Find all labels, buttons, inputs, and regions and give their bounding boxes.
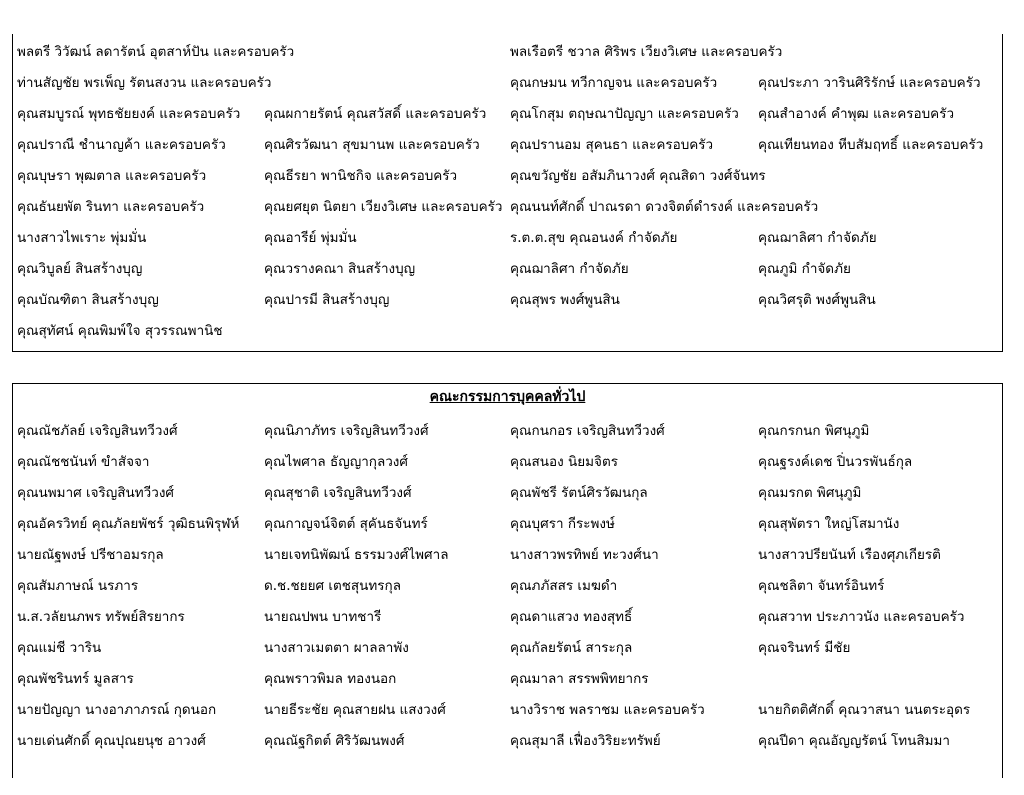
donor-name: คุณฌาลิศา กำจัดภัย bbox=[510, 261, 629, 277]
donor-name: คุณณัชภัลย์ เจริญสินทวีวงศ์ bbox=[17, 423, 178, 439]
table-row bbox=[13, 254, 1002, 285]
donor-name: น.ส.วลัยนภพร ทรัพย์สิรยากร bbox=[17, 609, 185, 625]
donor-name: นายณปพน บาทชารี bbox=[264, 609, 382, 625]
donor-name: คุณภูมิ กำจัดภัย bbox=[758, 261, 851, 277]
donor-name: นางสาวเมตตา ผาลลาพัง bbox=[264, 640, 409, 656]
donor-name: นางสาวพรทิพย์ ทะวงศ์นา bbox=[510, 547, 659, 563]
donor-name: คุณชลิตา จันทร์อินทร์ bbox=[758, 578, 885, 594]
donor-name: คุณอารีย์ พุ่มมั่น bbox=[264, 230, 357, 246]
donor-name: นางสาวไพเราะ พุ่มมั่น bbox=[17, 230, 147, 246]
donor-name: คุณขวัญชัย อสัมภินาวงศ์ คุณสิดา วงศ์จันทร bbox=[510, 168, 766, 184]
donor-name: พลตรี วิวัฒน์ ลดารัตน์ อุตสาห์ปัน และครอบครัว bbox=[17, 44, 295, 60]
donor-name: คุณพัชรินทร์ มูลสาร bbox=[17, 671, 134, 687]
table-row bbox=[13, 223, 1002, 254]
donor-name: นายปัญญา นางอาภาภรณ์ กุดนอก bbox=[17, 702, 217, 718]
donor-name: คุณสวาท ประภาวนัง และครอบครัว bbox=[758, 609, 965, 625]
donor-name: คุณสุทัศน์ คุณพิมพ์ใจ สุวรรณพานิช bbox=[17, 323, 223, 339]
table-row bbox=[13, 602, 1002, 633]
donor-name: คุณกัลยรัตน์ สาระกุล bbox=[510, 640, 633, 656]
donor-name: คุณณัชชนันท์ ขำสัจจา bbox=[17, 454, 150, 470]
table-row bbox=[13, 571, 1002, 602]
donor-list-section-2 bbox=[12, 383, 1003, 778]
donor-name: นางสาวปรียนันท์ เรืองศุภเกียรติ bbox=[758, 547, 941, 563]
table-row bbox=[13, 192, 1002, 223]
donor-name: นางวิราช พลราชม และครอบครัว bbox=[510, 702, 705, 718]
donor-name: คุณศิรวัฒนา สุขมานพ และครอบครัว bbox=[264, 137, 480, 153]
donor-name: คุณณัฐกิตต์ ศิริวัฒนพงศ์ bbox=[264, 733, 405, 749]
donor-name: คุณประภา วารินศิริรักษ์ และครอบครัว bbox=[758, 75, 981, 91]
table-row bbox=[13, 285, 1002, 316]
donor-name: คุณโกสุม ตฤษณาปัญญา และครอบครัว bbox=[510, 106, 739, 122]
donor-name: คุณไพศาล ธัญญากุลวงศ์ bbox=[264, 454, 408, 470]
table-row bbox=[13, 633, 1002, 664]
donor-name: คุณฐรงค์เดช ปิ่นวรพันธ์กุล bbox=[758, 454, 913, 470]
donor-name: คุณสนอง นิยมจิตร bbox=[510, 454, 618, 470]
donor-name: คุณมาลา สรรพพิทยากร bbox=[510, 671, 649, 687]
donor-name: คุณนิภาภัทร เจริญสินทวีวงศ์ bbox=[264, 423, 429, 439]
donor-name: คุณปราณี ชำนาญค้า และครอบครัว bbox=[17, 137, 226, 153]
table-row bbox=[13, 478, 1002, 509]
donor-list-section-1 bbox=[12, 34, 1003, 352]
table-row bbox=[13, 416, 1002, 447]
donor-name: ท่านสัญชัย พรเพ็ญ รัตนสงวน และครอบครัว bbox=[17, 75, 272, 91]
donor-name: คุณธันยพัต รินทา และครอบครัว bbox=[17, 199, 205, 215]
table-row bbox=[13, 509, 1002, 540]
table-row bbox=[13, 695, 1002, 726]
table-row bbox=[13, 99, 1002, 130]
donor-name: คุณผกายรัตน์ คุณสวัสดิ์ และครอบครัว bbox=[264, 106, 487, 122]
donor-name: คุณกษมน ทวีกาญจน และครอบครัว bbox=[510, 75, 718, 91]
donor-name: พลเรือตรี ชวาล ศิริพร เวียงวิเศษ และครอบครัว bbox=[510, 44, 783, 60]
table-row bbox=[13, 726, 1002, 757]
donor-name: คุณพราวพิมล ทองนอก bbox=[264, 671, 397, 687]
table-row bbox=[13, 68, 1002, 99]
donor-name: คุณบัณฑิตา สินสร้างบุญ bbox=[17, 292, 159, 308]
donor-name: นายณัฐพงษ์ ปรีชาอมรกุล bbox=[17, 547, 164, 563]
donor-name: คุณกนกอร เจริญสินทวีวงศ์ bbox=[510, 423, 665, 439]
donor-name: คุณนพมาศ เจริญสินทวีวงศ์ bbox=[17, 485, 174, 501]
table-row bbox=[13, 316, 1002, 347]
donor-name: คุณวรางคณา สินสร้างบุญ bbox=[264, 261, 416, 277]
donor-name: คุณวิบูลย์ สินสร้างบุญ bbox=[17, 261, 143, 277]
donor-name: คุณนนท์ศักดิ์ ปาณรดา ดวงจิตต์ดำรงค์ และครอบครัว bbox=[510, 199, 819, 215]
donor-name: คุณยศยุต นิตยา เวียงวิเศษ และครอบครัว bbox=[264, 199, 503, 215]
table-row bbox=[13, 664, 1002, 695]
donor-name: คุณธีรยา พานิชกิจ และครอบครัว bbox=[264, 168, 458, 184]
donor-name: คุณปารมี สินสร้างบุญ bbox=[264, 292, 390, 308]
donor-name: คุณสุพร พงศ์พูนสิน bbox=[510, 292, 620, 308]
donor-name: คุณอัครวิทย์ คุณภัลยพัชร์ วุฒิธนพิรุฬห์ bbox=[17, 516, 240, 532]
donor-name: คุณดาแสวง ทองสุทธิ์ bbox=[510, 609, 633, 625]
donor-name: คุณสมบูรณ์ พุทธชัยยงค์ และครอบครัว bbox=[17, 106, 241, 122]
donor-name: คุณบุษรา พุฒตาล และครอบครัว bbox=[17, 168, 207, 184]
donor-name: คุณบุศรา กีระพงษ์ bbox=[510, 516, 615, 532]
donor-name: คุณกรกนก พิศนุภูมิ bbox=[758, 423, 870, 439]
table-row bbox=[13, 447, 1002, 478]
donor-name: คุณเทียนทอง หีบสัมฤทธิ์ และครอบครัว bbox=[758, 137, 984, 153]
donor-name: คุณจรินทร์ มีชัย bbox=[758, 640, 851, 656]
donor-name: คุณปรานอม สุคนธา และครอบครัว bbox=[510, 137, 714, 153]
donor-name: คุณสัมภาษณ์ นรภาร bbox=[17, 578, 139, 594]
donor-name: คุณปีดา คุณอัญญรัตน์ โทนสิมมา bbox=[758, 733, 950, 749]
donor-name: นายธีระชัย คุณสายฝน แสงวงศ์ bbox=[264, 702, 446, 718]
donor-name: คุณสุชาติ เจริญสินทวีวงศ์ bbox=[264, 485, 412, 501]
donor-name: คุณสุมาลี เฟื่องวิริยะทรัพย์ bbox=[510, 733, 661, 749]
donor-name: คุณสำอางค์ คำพุฒ และครอบครัว bbox=[758, 106, 955, 122]
table-row bbox=[13, 540, 1002, 571]
donor-name: คุณพัชรี รัตน์ศิรวัฒนกุล bbox=[510, 485, 648, 501]
donor-name: คุณมรกต พิศนุภูมิ bbox=[758, 485, 862, 501]
section-2-heading: คณะกรรมการบุคคลทั่วไป bbox=[429, 389, 586, 405]
table-row bbox=[13, 37, 1002, 68]
donor-name: คุณวิศรุติ พงศ์พูนสิน bbox=[758, 292, 876, 308]
donor-name: นายเจทนิพัฒน์ ธรรมวงศ์ไพศาล bbox=[264, 547, 449, 563]
donor-name: นายกิตติศักดิ์ คุณวาสนา นนตระอุดร bbox=[758, 702, 971, 718]
donor-name: ร.ต.ต.สุข คุณอนงค์ กำจัดภัย bbox=[510, 230, 678, 246]
donor-name: คุณภภัสสร เมฆดำ bbox=[510, 578, 618, 594]
donor-name: คุณสุพัตรา ใหญ่โสมานัง bbox=[758, 516, 900, 532]
donor-name: นายเด่นศักดิ์ คุณปุณยนุช อาวงศ์ bbox=[17, 733, 206, 749]
donor-name: คุณฌาลิศา กำจัดภัย bbox=[758, 230, 877, 246]
table-row bbox=[13, 161, 1002, 192]
donor-name: คุณแม่ชี วาริน bbox=[17, 640, 102, 656]
donor-name: คุณกาญจน์จิตต์ สุคันธจันทร์ bbox=[264, 516, 428, 532]
donor-name: ด.ช.ชยยศ เตชสุนทรกุล bbox=[264, 578, 401, 594]
table-row bbox=[13, 130, 1002, 161]
